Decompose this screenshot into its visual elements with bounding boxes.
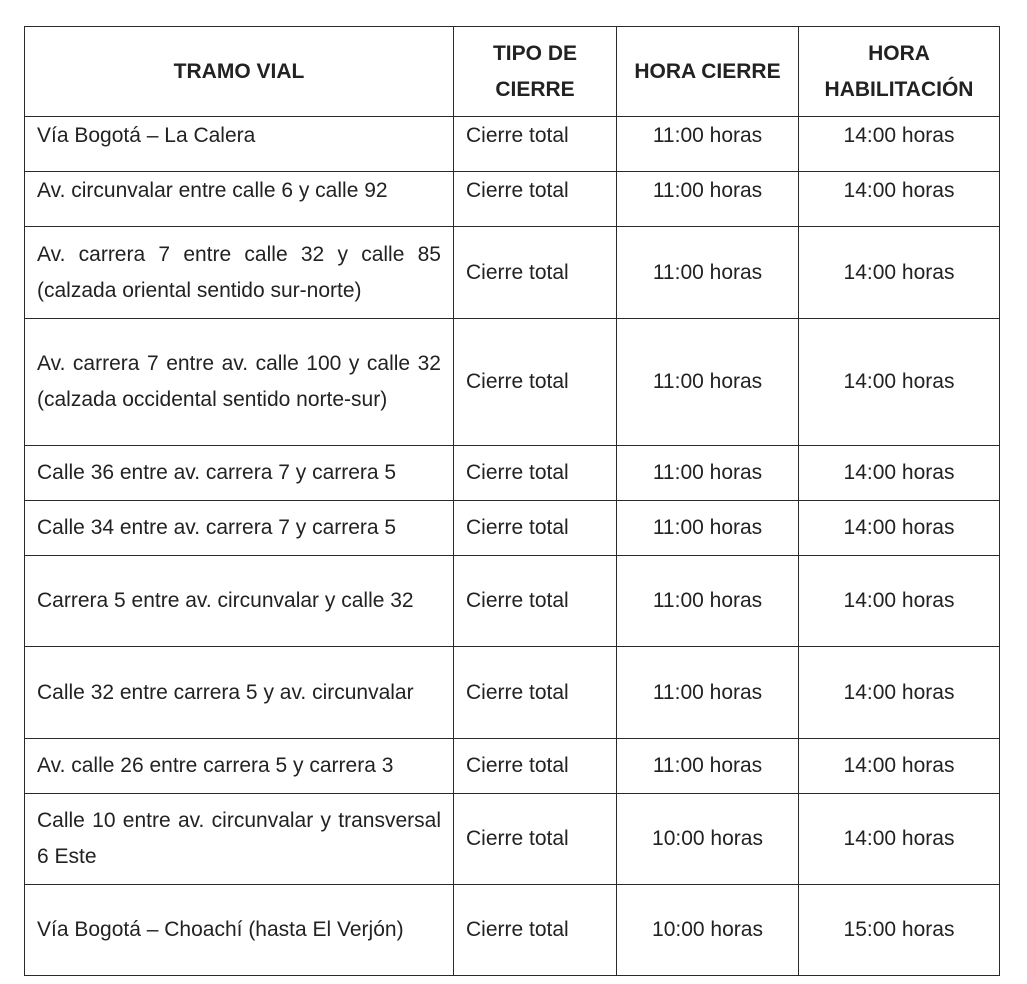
cell-hora-cierre: 10:00 horas [617,885,799,976]
cell-hora-cierre: 11:00 horas [617,172,799,227]
cell-hora-cierre: 11:00 horas [617,117,799,172]
cell-hora-habilitacion: 14:00 horas [799,117,1000,172]
header-tipo-cierre: TIPO DE CIERRE [454,27,617,117]
cell-hora-habilitacion: 14:00 horas [799,446,1000,501]
cell-tipo: Cierre total [454,885,617,976]
cell-hora-habilitacion: 14:00 horas [799,319,1000,446]
cell-tipo: Cierre total [454,647,617,739]
cell-hora-habilitacion: 14:00 horas [799,647,1000,739]
header-hora-cierre: HORA CIERRE [617,27,799,117]
cell-tipo: Cierre total [454,556,617,647]
cell-tipo: Cierre total [454,227,617,319]
cell-tipo: Cierre total [454,446,617,501]
cell-hora-habilitacion: 14:00 horas [799,227,1000,319]
table-row [25,885,1000,976]
cell-hora-habilitacion: 14:00 horas [799,172,1000,227]
cell-hora-cierre: 11:00 horas [617,647,799,739]
cell-hora-cierre: 11:00 horas [617,556,799,647]
cell-tramo: Av. calle 26 entre carrera 5 y carrera 3 [25,739,454,794]
table-row [25,319,1000,446]
cell-hora-habilitacion: 15:00 horas [799,885,1000,976]
road-closures-table [24,26,1000,976]
cell-tramo: Av. carrera 7 entre av. calle 100 y calle 32 (calzada occidental sentido norte-sur) [25,319,454,446]
cell-tramo: Vía Bogotá – La Calera [25,117,454,172]
cell-hora-cierre: 11:00 horas [617,319,799,446]
cell-tipo: Cierre total [454,794,617,885]
table-header-row [25,27,1000,117]
table-row [25,647,1000,739]
cell-hora-cierre: 11:00 horas [617,227,799,319]
cell-tramo: Av. circunvalar entre calle 6 y calle 92 [25,172,454,227]
table-row [25,501,1000,556]
cell-tramo: Vía Bogotá – Choachí (hasta El Verjón) [25,885,454,976]
table-row [25,446,1000,501]
cell-hora-habilitacion: 14:00 horas [799,501,1000,556]
cell-tramo: Calle 32 entre carrera 5 y av. circunvalar [25,647,454,739]
header-tramo-vial: TRAMO VIAL [25,27,454,117]
cell-hora-cierre: 11:00 horas [617,739,799,794]
table-row [25,794,1000,885]
cell-tipo: Cierre total [454,501,617,556]
cell-hora-cierre: 11:00 horas [617,501,799,556]
cell-hora-cierre: 10:00 horas [617,794,799,885]
cell-tipo: Cierre total [454,739,617,794]
table-row [25,117,1000,172]
table-row [25,227,1000,319]
cell-tramo: Calle 36 entre av. carrera 7 y carrera 5 [25,446,454,501]
cell-tipo: Cierre total [454,117,617,172]
cell-hora-cierre: 11:00 horas [617,446,799,501]
cell-tipo: Cierre total [454,319,617,446]
cell-tramo: Carrera 5 entre av. circunvalar y calle 32 [25,556,454,647]
cell-hora-habilitacion: 14:00 horas [799,556,1000,647]
header-hora-habilitacion: HORA HABILITACIÓN [799,27,1000,117]
table-row [25,739,1000,794]
cell-hora-habilitacion: 14:00 horas [799,739,1000,794]
table-row [25,172,1000,227]
table-row [25,556,1000,647]
cell-tramo: Calle 34 entre av. carrera 7 y carrera 5 [25,501,454,556]
cell-tramo: Av. carrera 7 entre calle 32 y calle 85 (calzada oriental sentido sur-norte) [25,227,454,319]
cell-hora-habilitacion: 14:00 horas [799,794,1000,885]
cell-tipo: Cierre total [454,172,617,227]
cell-tramo: Calle 10 entre av. circunvalar y transversal 6 Este [25,794,454,885]
